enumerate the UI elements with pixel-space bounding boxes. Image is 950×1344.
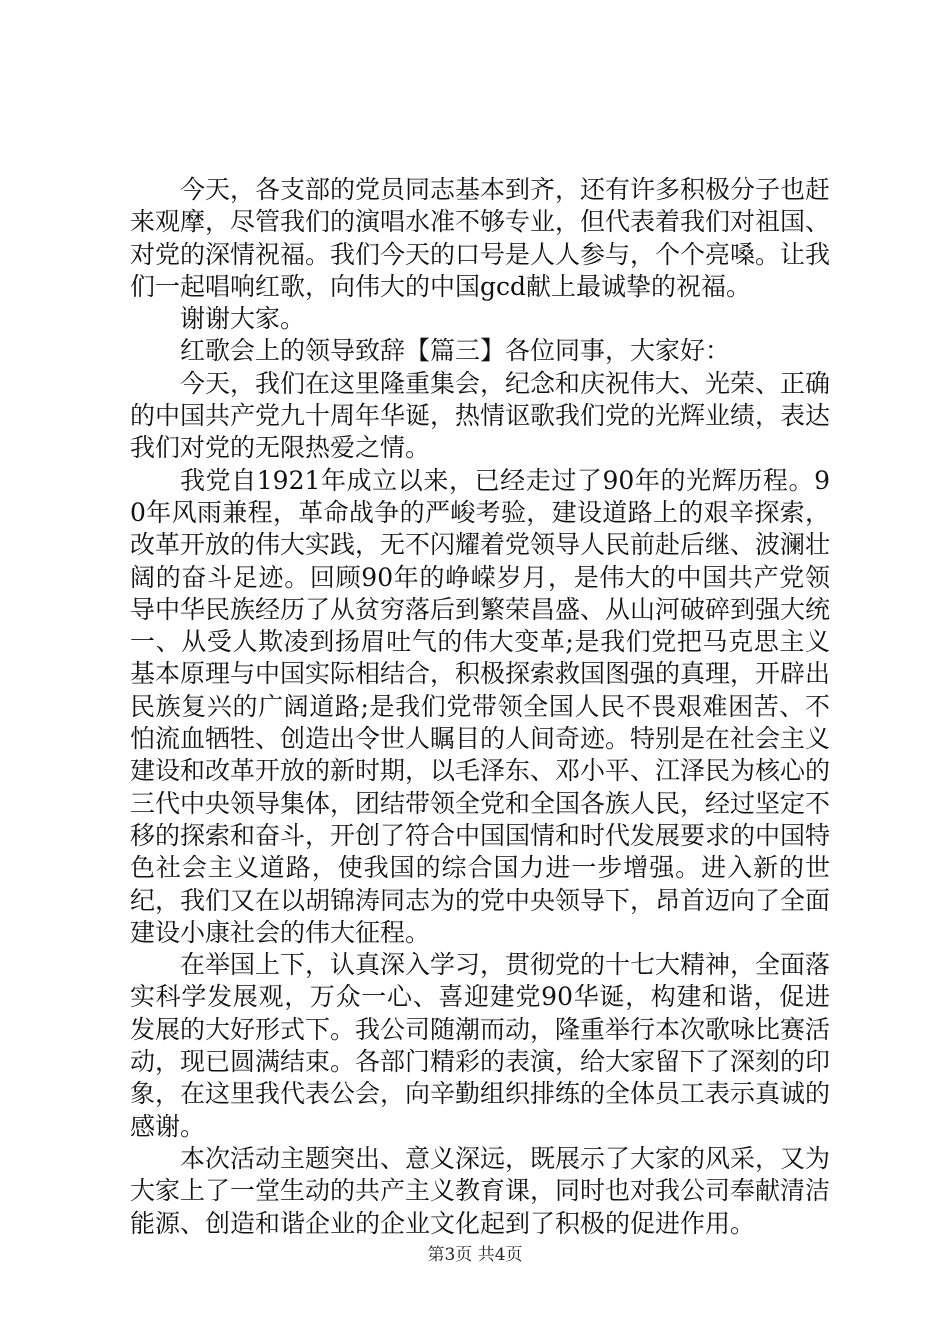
- paragraph-1: 今天，各支部的党员同志基本到齐，还有许多积极分子也赶来观摩，尽管我们的演唱水准不够专业，但代表着我们对祖国、对党的深情祝福。我们今天的口号是人人参与，个个亮嗓。让我们一起唱响红歌，向伟大的中国gcd献上最诚挚的祝福。: [130, 175, 831, 301]
- paragraph-3: 红歌会上的领导致辞【篇三】各位同事，大家好：: [180, 336, 731, 366]
- page-number-label: 第3页 共4页: [427, 1245, 523, 1265]
- paragraph-2: 谢谢大家。: [180, 304, 306, 334]
- paragraph-6: 在举国上下，认真深入学习，贯彻党的十七大精神，全面落实科学发展观，万众一心、喜迎建党90华诞，构建和谐，促进发展的大好形式下。我公司随潮而动，隆重举行本次歌咏比赛活动，现已圆满结束。各部门精彩的表演，给大家留下了深刻的印象，在这里我代表公会，向辛勤组织排练的全体员工表示真诚的感谢。: [130, 950, 831, 1141]
- paragraph-7: 本次活动主题突出、意义深远，既展示了大家的风采，又为大家上了一堂生动的共产主义教育课，同时也对我公司奉献清洁能源、创造和谐企业的企业文化起到了积极的促进作用。: [130, 1143, 831, 1238]
- document-body: [130, 174, 830, 1240]
- paragraph-4: 今天，我们在这里隆重集会，纪念和庆祝伟大、光荣、正确的中国共产党九十周年华诞，热情讴歌我们党的光辉业绩，表达我们对党的无限热爱之情。: [130, 368, 831, 463]
- page-footer: [0, 1244, 950, 1266]
- paragraph-5: 我党自1921年成立以来，已经走过了90年的光辉历程。90年风雨兼程，革命战争的严峻考验，建设道路上的艰辛探索，改革开放的伟大实践，无不闪耀着党领导人民前赴后继、波澜壮阔的奋斗足迹。回顾90年的峥嵘岁月，是伟大的中国共产党领导中华民族经历了从贫穷落后到繁荣昌盛、从山河破碎到强大统一、从受人欺凌到扬眉吐气的伟大变革;是我们党把马克思主义基本原理与中国实际相结合，积极探索救国图强的真理，开辟出民族复兴的广阔道路;是我们党带领全国人民不畏艰难困苦、不怕流血牺牲、创造出令世人瞩目的人间奇迹。特别是在社会主义建设和改革开放的新时期，以毛泽东、邓小平、江泽民为核心的三代中央领导集体，团结带领全党和全国各族人民，经过坚定不移的探索和奋斗，开创了符合中国国情和时代发展要求的中国特色社会主义道路，使我国的综合国力进一步增强。进入新的世纪，我们又在以胡锦涛同志为的党中央领导下，昂首迈向了全面建设小康社会的伟大征程。: [130, 465, 831, 947]
